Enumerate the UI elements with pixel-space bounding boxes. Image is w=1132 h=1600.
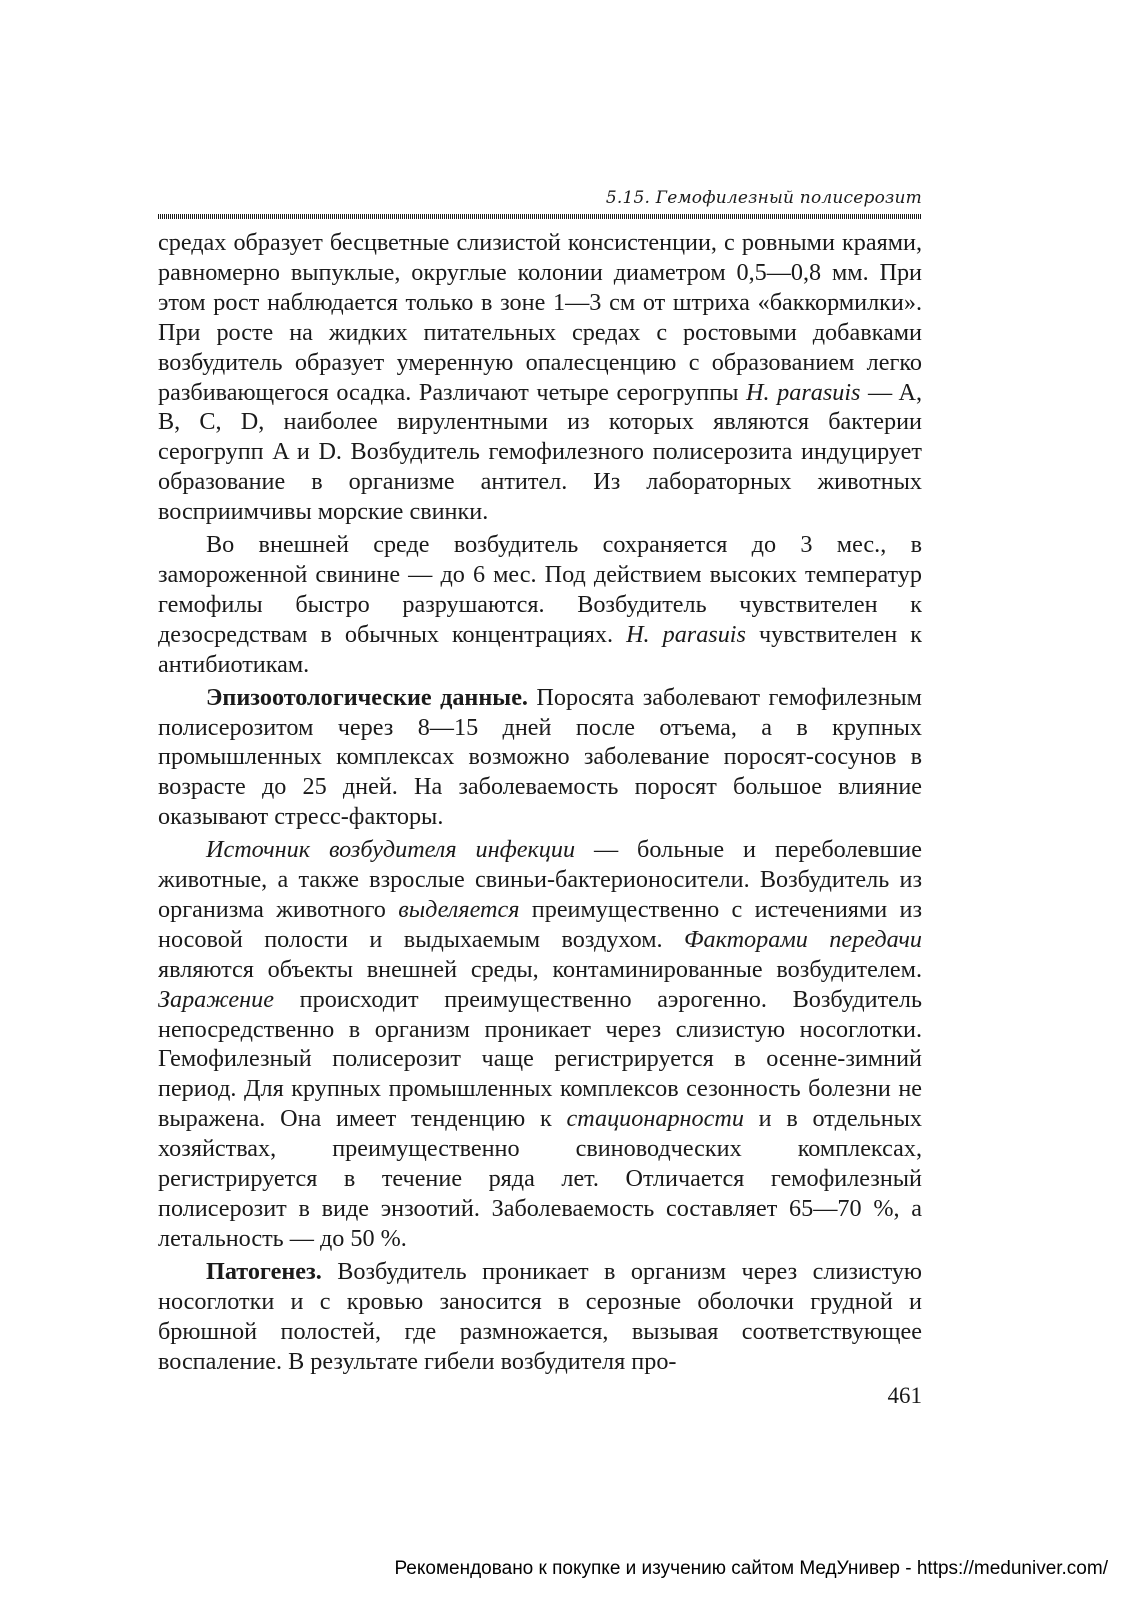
text-run: — больные и переболевшие животные, а также взрослые свиньи-бактерионосители. Возбудитель из организма животного bbox=[158, 836, 922, 923]
text-run: преимущественно с истечениями из носовой полости и выдыхаемым воздухом. bbox=[158, 895, 922, 953]
paragraph bbox=[158, 835, 922, 1254]
text-run: Возбудитель проникает в организм через слизистую носоглотки и с кровью заносится в серозные оболочки грудной и брюшной полостей, где размножается, вызывая соответствующее воспаление. В результате гибели возбудителя про- bbox=[158, 1257, 922, 1375]
footer-text: Рекомендовано к покупке и изучению сайтом МедУнивер - bbox=[394, 1558, 917, 1579]
italic-term: выделяется bbox=[398, 895, 520, 923]
running-head-title: 5.15. Гемофилезный полисерозит bbox=[605, 188, 922, 208]
text-run: и в отдельных хозяйствах, преимущественно свиноводческих комплексах, регистрируется в течение ряда лет. Отличается гемофилезный полисерозит в виде энзоотий. Заболеваемость составляет 65—70 %, а летальность — до 50 %. bbox=[158, 1105, 922, 1252]
text-run: Поросята заболевают гемофилезным полисерозитом через 8—15 дней после отъема, а в крупных промышленных комплексах возможно заболевание поросят-сосунов в возрасте до 25 дней. На заболеваемость поросят большое влияние оказывают стресс-факторы. bbox=[158, 683, 922, 831]
footer-site-link[interactable]: https://meduniver.com/ bbox=[916, 1558, 1108, 1579]
italic-term: H. parasuis bbox=[746, 378, 861, 406]
text-run: — A, B, C, D, наиболее вирулентными из которых являются бактерии серогрупп A и D. Возбудитель гемофилезного полисерозита индуцирует образование в организме антител. Из лабораторных животных восприимчивы морские свинки. bbox=[158, 378, 922, 526]
bold-term: Патогенез. bbox=[206, 1257, 322, 1285]
italic-term: стационарности bbox=[566, 1105, 744, 1133]
header-divider bbox=[158, 214, 922, 219]
text-run: чувствителен к антибиотикам. bbox=[158, 620, 922, 678]
text-run: происходит преимущественно аэрогенно. Возбудитель непосредственно в организм проникает через слизистую носоглотки. Гемофилезный полисерозит чаще регистрируется в осенне-зимний период. Для крупных промышленных комплексов сезонность болезни не выражена. Она имеет тенденцию к bbox=[158, 985, 922, 1133]
italic-term: Факторами передачи bbox=[684, 925, 922, 953]
text-run: средах образует бесцветные слизистой консистенции, с ровными краями, равномерно выпуклые, округлые колонии диаметром 0,5—0,8 мм. При этом рост наблюдается только в зоне 1—3 см от штриха «баккормилки». При росте на жидких питательных средах с ростовыми добавками возбудитель образует умеренную опалесценцию с образованием легко разбивающегося осадка. Различают четыре серогруппы bbox=[158, 229, 922, 406]
paragraph bbox=[158, 530, 922, 680]
page-number: 461 bbox=[887, 1383, 922, 1408]
italic-term: Источник возбудителя инфекции bbox=[206, 836, 576, 864]
italic-term: H. parasuis bbox=[626, 620, 746, 648]
text-run: Во внешней среде возбудитель сохраняется до 3 мес., в замороженной свинине — до 6 мес. Под действием высоких температур гемофилы быстро разрушаются. Возбудитель чувствителен к дезосредствам в обычных концентрациях. bbox=[158, 531, 922, 648]
paragraph bbox=[158, 228, 922, 527]
paragraph bbox=[158, 1257, 922, 1377]
bold-term: Эпизоотологические данные. bbox=[206, 683, 528, 711]
italic-term: Заражение bbox=[158, 985, 275, 1013]
paragraph bbox=[158, 683, 922, 833]
article-body bbox=[158, 228, 922, 1379]
footer-recommendation bbox=[0, 1558, 1108, 1580]
text-run: являются объекты внешней среды, контаминированные возбудителем. bbox=[158, 955, 922, 983]
